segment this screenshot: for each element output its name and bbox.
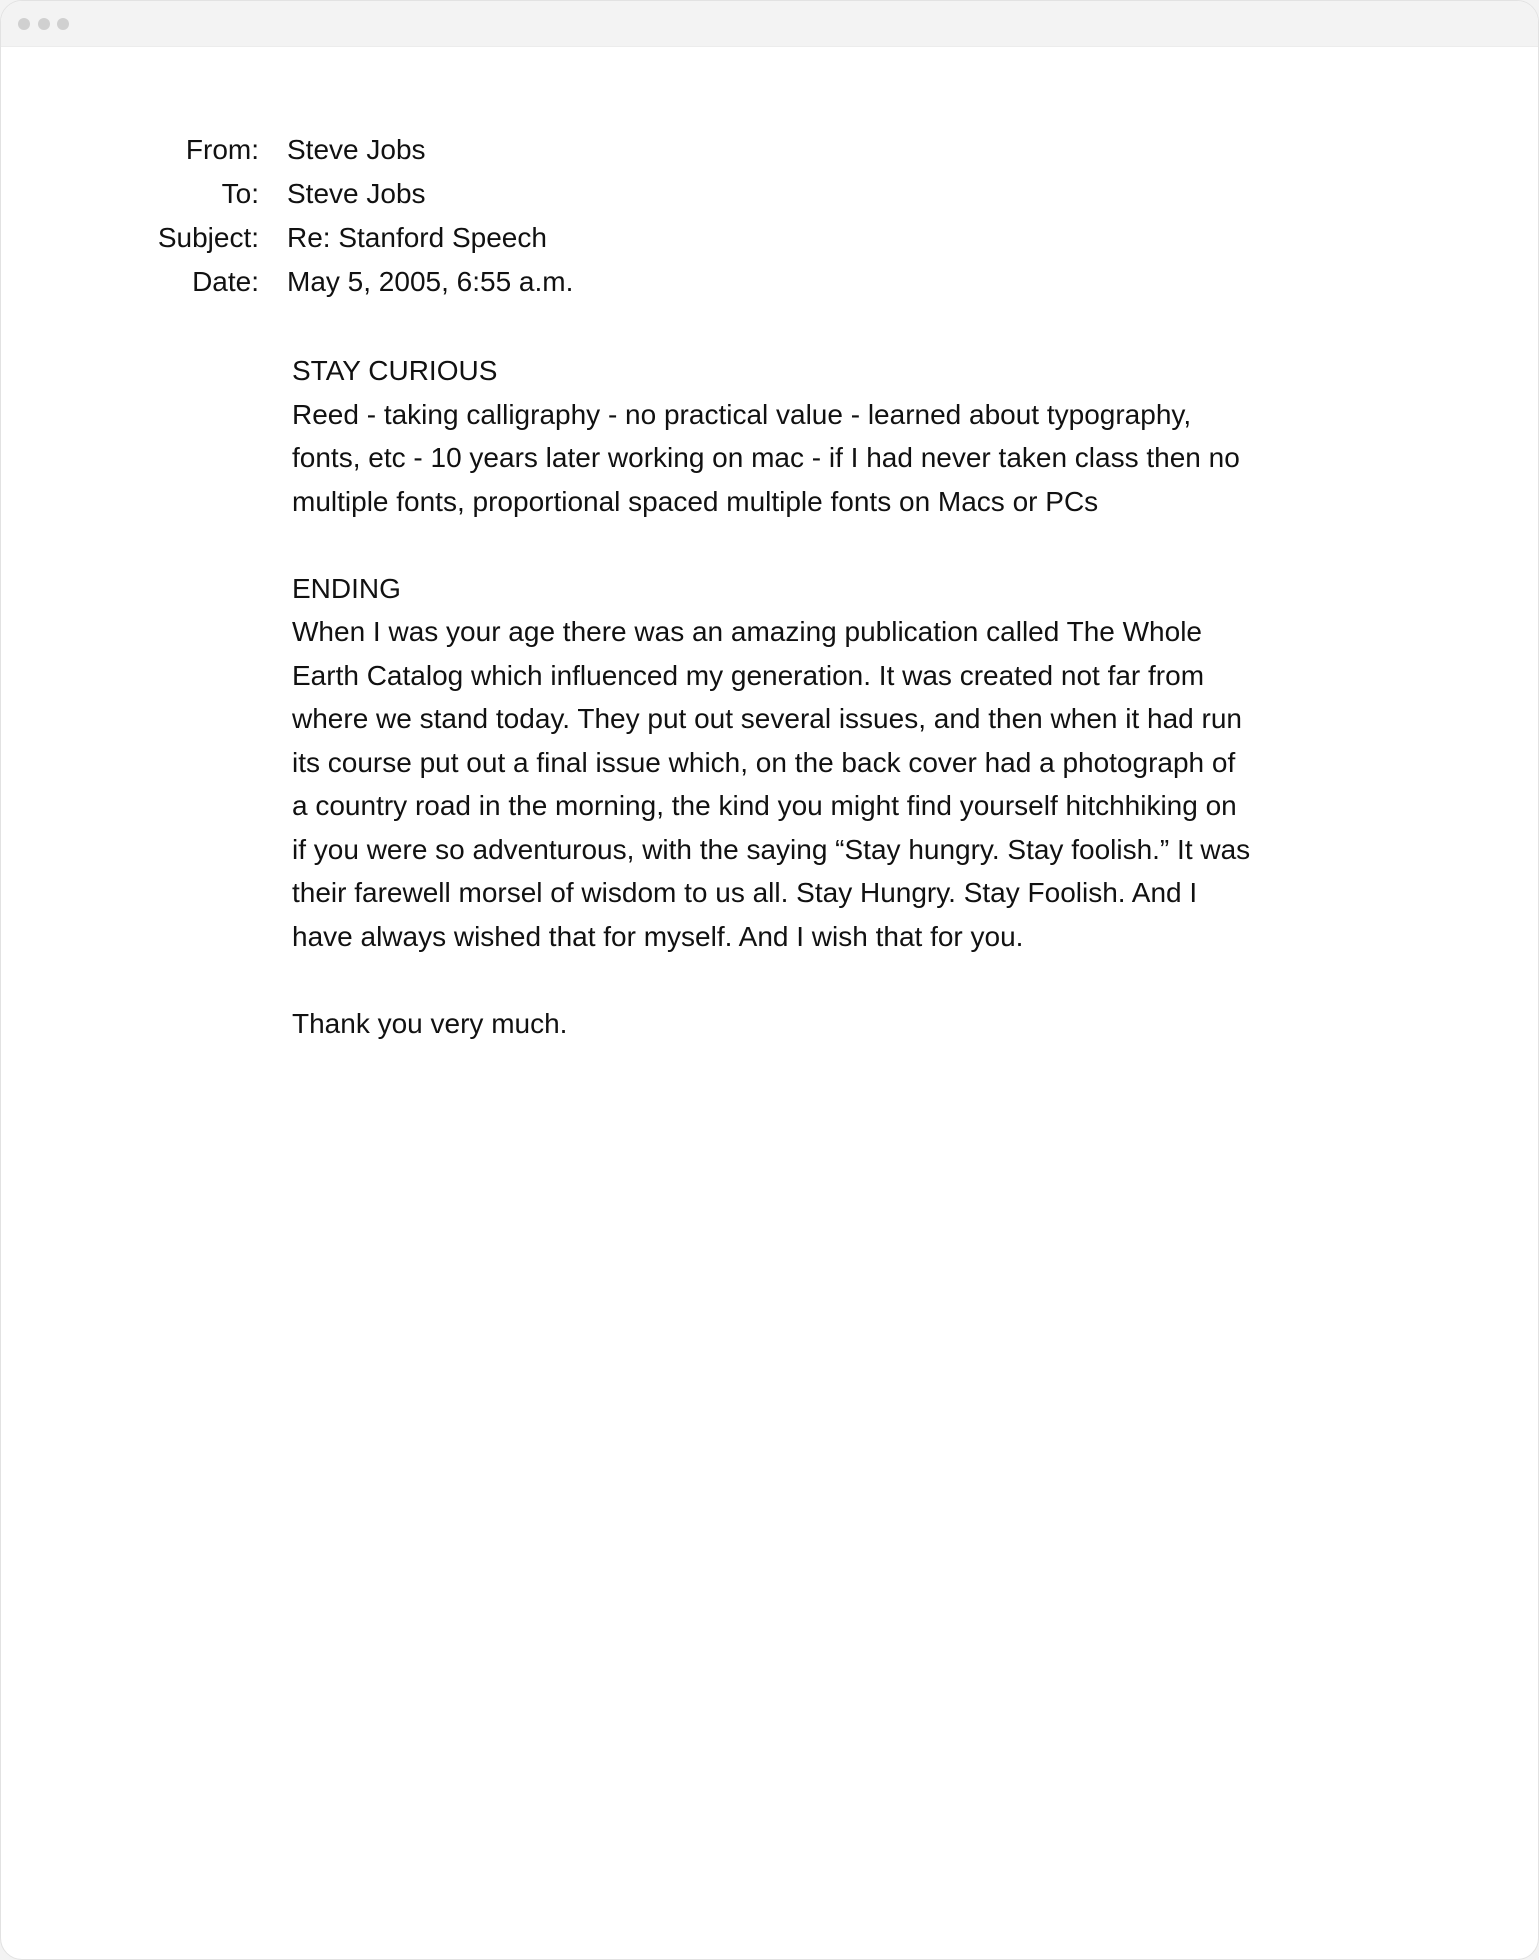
section-text: Reed - taking calligraphy - no practical value - learned about typography, fonts, etc - 10 years later working on mac - if I had never taken class then no multiple fonts, proportional spaced multiple fonts on Macs or PCs [292, 398, 1240, 517]
window-dot-icon[interactable] [57, 18, 69, 30]
section-heading: ENDING [292, 572, 401, 604]
header-label: From: [185, 134, 259, 165]
header-value: Steve Jobs [287, 178, 426, 209]
header-label: Subject: [157, 222, 259, 253]
header-label: Date: [192, 266, 259, 297]
title-bar [1, 1, 1538, 47]
section-stay-curious [292, 349, 1252, 523]
section-text: When I was your age there was an amazing publication called The Whole Earth Catalog which influenced my generation. It was created not far from where we stand today. They put out several issues, and then when it had run its course put out a final issue which, on the back cover had a photograph of a country road in the morning, the kind you might find yourself hitchhiking on if you were so adventurous, with the saying “Stay hungry. Stay foolish.” It was their farewell morsel of wisdom to us all. Stay Hungry. Stay Foolish. And I have always wished that for myself. And I wish that for you. [292, 616, 1251, 952]
header-value: May 5, 2005, 6:55 a.m. [287, 266, 574, 297]
section-heading: STAY CURIOUS [292, 355, 498, 386]
section-ending [292, 567, 1252, 959]
header-value: Re: Stanford Speech [287, 222, 547, 253]
window-dot-icon[interactable] [38, 18, 50, 30]
header-label: To: [221, 178, 259, 209]
window-dot-icon[interactable] [18, 18, 30, 30]
signoff-text: Thank you very much. [292, 1007, 568, 1039]
header-value: Steve Jobs [287, 134, 426, 165]
email-body [292, 349, 1252, 1045]
